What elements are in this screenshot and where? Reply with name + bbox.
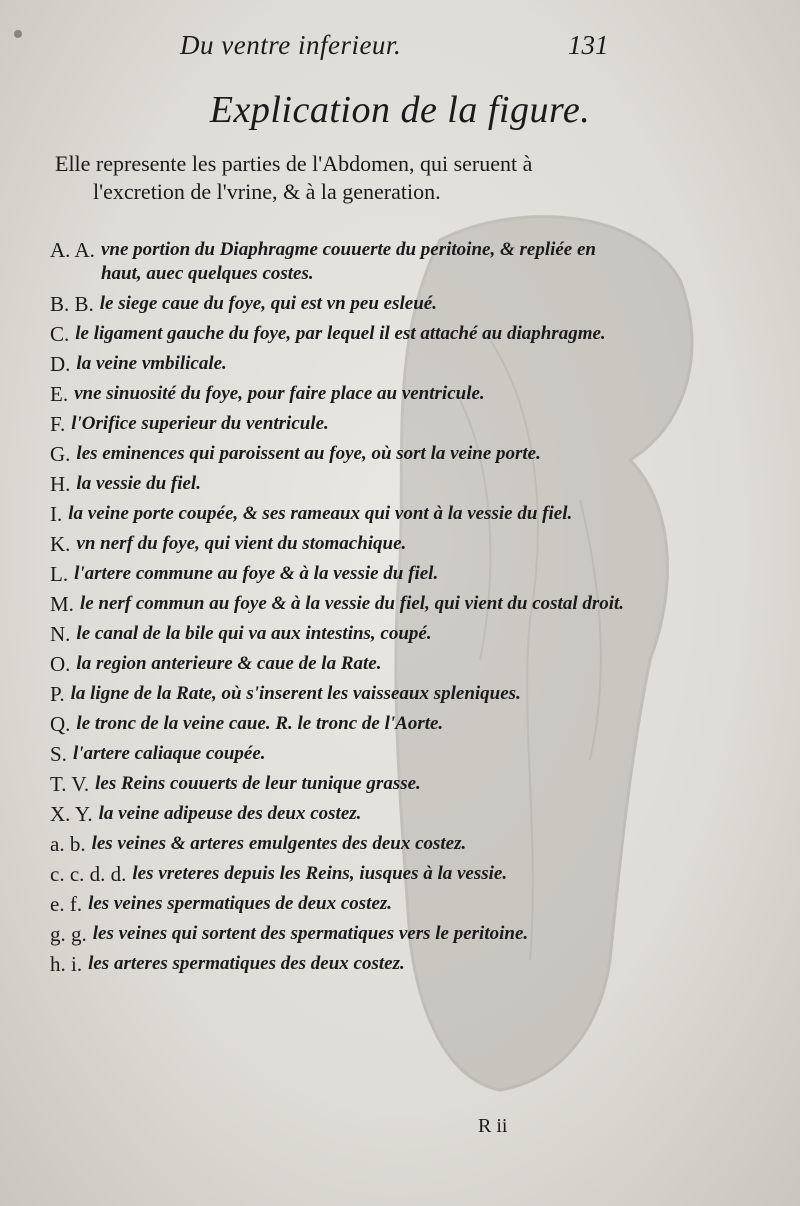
- legend-key: D.: [50, 352, 71, 376]
- legend-item: [50, 682, 625, 706]
- legend-key: A. A.: [50, 238, 95, 262]
- legend-key: P.: [50, 682, 65, 706]
- page-title: Explication de la figure.: [209, 89, 591, 131]
- legend-item: [50, 622, 625, 646]
- legend-key: B. B.: [50, 292, 94, 316]
- legend-description: vne sinuosité du foye, pour faire place au ventricule.: [74, 383, 485, 404]
- legend-item: [50, 562, 625, 586]
- legend-description: les veines qui sortent des spermatiques vers le peritoine.: [92, 923, 529, 944]
- legend-key: S.: [50, 742, 67, 766]
- legend-item: [50, 922, 625, 946]
- legend-key: T. V.: [50, 772, 90, 796]
- legend-description: les eminences qui paroissent au foye, où sort la veine porte.: [76, 443, 541, 464]
- legend-item: [50, 772, 625, 796]
- legend-item: [50, 412, 625, 436]
- legend-key: g. g.: [50, 922, 87, 946]
- legend-item: [50, 322, 625, 346]
- legend-key: K.: [50, 532, 71, 556]
- legend-description: les Reins couuerts de leur tunique grasse.: [95, 773, 421, 794]
- legend-item: [50, 472, 625, 496]
- legend-item: [50, 592, 625, 616]
- legend-item: [50, 382, 625, 406]
- legend-item: [50, 892, 625, 916]
- legend-description: la vessie du fiel.: [76, 473, 201, 494]
- legend-description: l'artere commune au foye & à la vessie du fiel.: [74, 563, 439, 584]
- legend-description: les arteres spermatiques des deux costez.: [88, 953, 405, 974]
- legend-key: L.: [50, 562, 69, 586]
- legend-key: I.: [50, 502, 63, 526]
- legend-description: la veine adipeuse des deux costez.: [98, 803, 362, 824]
- legend-description: les veines & arteres emulgentes des deux costez.: [91, 833, 467, 854]
- intro-paragraph: [55, 150, 635, 206]
- legend-key: H.: [50, 472, 71, 496]
- legend-description: le siege caue du foye, qui est vn peu esleué.: [99, 293, 437, 314]
- legend-description: vn nerf du foye, qui vient du stomachique.: [76, 533, 407, 554]
- signature-mark: R ii: [478, 1115, 508, 1137]
- running-head: Du ventre inferieur.: [180, 30, 402, 60]
- legend-item: [50, 352, 625, 376]
- legend-description: le nerf commun au foye & à la vessie du fiel, qui vient du costal droit.: [79, 593, 625, 614]
- legend-key: a. b.: [50, 832, 86, 856]
- intro-line: l'excretion de l'vrine, & à la generation.: [93, 179, 441, 204]
- legend-description: la region anterieure & caue de la Rate.: [76, 653, 382, 674]
- legend-key: e. f.: [50, 892, 83, 916]
- legend-key: Q.: [50, 712, 71, 736]
- legend-description: le ligament gauche du foye, par lequel il est attaché au diaphragme.: [75, 323, 606, 344]
- legend-item: [50, 532, 625, 556]
- legend-key: X. Y.: [50, 802, 93, 826]
- legend-description: les veines spermatiques de deux costez.: [88, 893, 393, 914]
- legend-item: [50, 742, 625, 766]
- legend-item: [50, 442, 625, 466]
- legend-item: [50, 712, 625, 736]
- ink-blot: [14, 30, 22, 38]
- legend-description: le tronc de la veine caue. R. le tronc de l'Aorte.: [76, 713, 444, 734]
- legend-item: [50, 862, 625, 886]
- legend-item: [50, 502, 625, 526]
- legend-key: F.: [50, 412, 66, 436]
- legend-description: la veine vmbilicale.: [76, 353, 227, 374]
- legend-key: C.: [50, 322, 70, 346]
- legend-key: M.: [50, 592, 74, 616]
- legend-item: [50, 952, 625, 976]
- legend-description: vne portion du Diaphragme couuerte du peritoine, & repliée en haut, auec quelques costes.: [100, 239, 596, 284]
- legend-key: N.: [50, 622, 71, 646]
- legend-key: O.: [50, 652, 71, 676]
- legend-item: [50, 832, 625, 856]
- legend-key: G.: [50, 442, 71, 466]
- figure-legend: [50, 238, 625, 982]
- legend-description: l'artere caliaque coupée.: [72, 743, 266, 764]
- legend-key: h. i.: [50, 952, 83, 976]
- legend-item: [50, 238, 625, 286]
- legend-key: c. c. d. d.: [50, 862, 127, 886]
- legend-key: E.: [50, 382, 69, 406]
- legend-item: [50, 292, 625, 316]
- legend-description: la ligne de la Rate, où s'inserent les vaisseaux spleniques.: [70, 683, 521, 704]
- legend-item: [50, 802, 625, 826]
- legend-description: l'Orifice superieur du ventricule.: [71, 413, 329, 434]
- legend-description: les vreteres depuis les Reins, iusques à la vessie.: [132, 863, 508, 884]
- page-number: 131: [568, 30, 609, 60]
- legend-description: la veine porte coupée, & ses rameaux qui vont à la vessie du fiel.: [68, 503, 573, 524]
- legend-description: le canal de la bile qui va aux intestins, coupé.: [76, 623, 432, 644]
- legend-item: [50, 652, 625, 676]
- intro-line: Elle represente les parties de l'Abdomen, qui seruent à: [55, 151, 533, 176]
